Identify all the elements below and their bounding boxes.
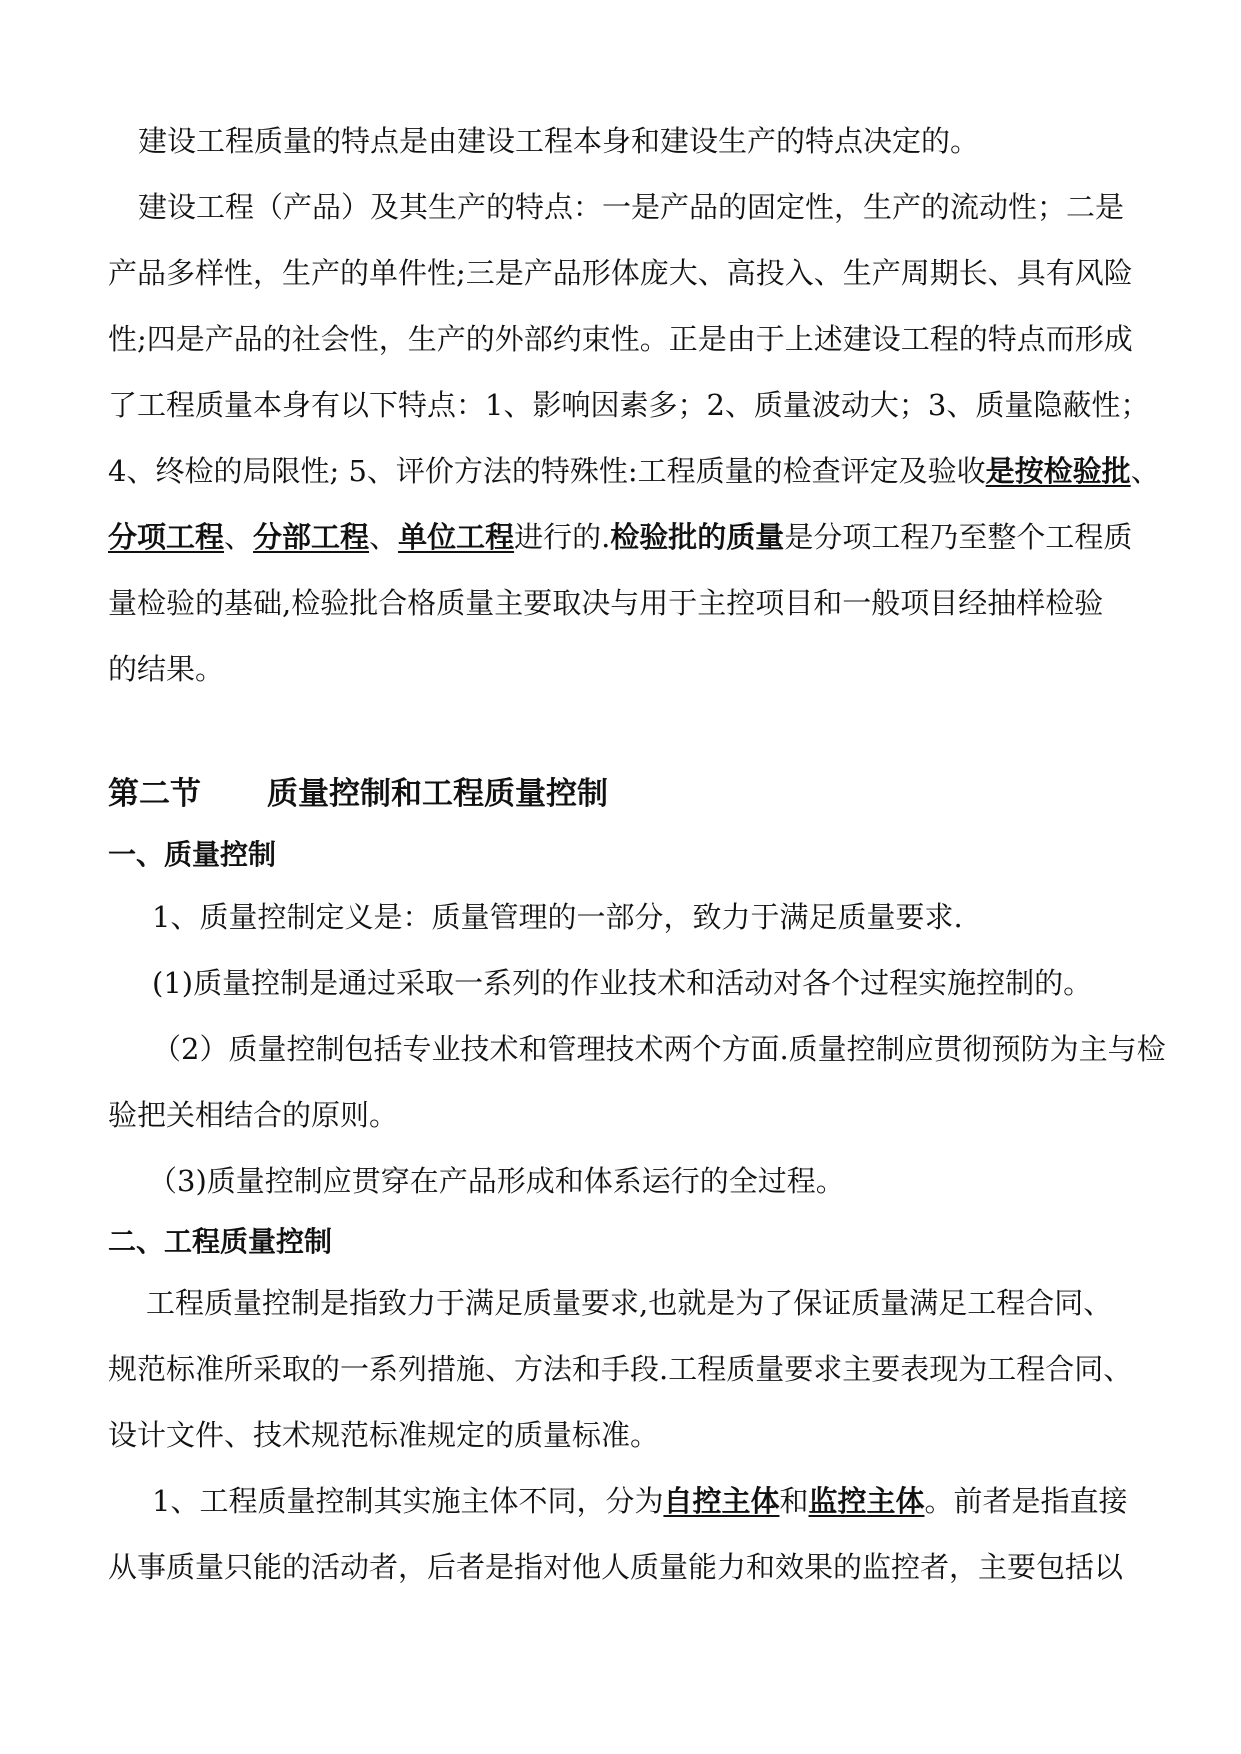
paragraph-quality-features bbox=[108, 108, 1148, 174]
text-line: 的结果。 bbox=[108, 652, 225, 686]
text-line bbox=[108, 504, 1148, 570]
text-line: 1、质量控制定义是：质量管理的一部分，致力于满足质量要求. bbox=[152, 900, 963, 934]
text-line: 验把关相结合的原则。 bbox=[108, 1098, 399, 1132]
text-span: 1、工程质量控制其实施主体不同，分为 bbox=[152, 1484, 664, 1518]
text-span: 进行的. bbox=[514, 520, 611, 554]
text-line: （3)质量控制应贯穿在产品形成和体系运行的全过程。 bbox=[148, 1164, 845, 1198]
text-line: 产品多样性，生产的单件性;三是产品形体庞大、高投入、生产周期长、具有风险 bbox=[108, 256, 1133, 290]
paragraph-construction-characteristics bbox=[108, 174, 1160, 702]
text-span: 、 bbox=[224, 520, 254, 554]
text-line: (1)质量控制是通过采取一系列的作业技术和活动对各个过程实施控制的。 bbox=[152, 966, 1093, 1000]
text-line: 规范标准所采取的一系列措施、方法和手段.工程质量要求主要表现为工程合同、 bbox=[108, 1352, 1133, 1386]
section-number: 第二节 bbox=[108, 776, 201, 812]
emphasis-term: 分项工程 bbox=[108, 520, 225, 554]
section-title: 质量控制和工程质量控制 bbox=[267, 776, 608, 812]
emphasis-term: 是按检验批 bbox=[985, 454, 1131, 488]
paragraph-quality-control-items bbox=[108, 884, 1166, 1214]
text-line: （2）质量控制包括专业技术和管理技术两个方面.质量控制应贯彻预防为主与检 bbox=[152, 1032, 1166, 1066]
section-heading bbox=[108, 768, 608, 813]
text-line: 量检验的基础,检验批合格质量主要取决与用于主控项目和一般项目经抽样检验 bbox=[108, 586, 1104, 620]
text-line bbox=[108, 1468, 1148, 1534]
text-line: 性;四是产品的社会性，生产的外部约束性。正是由于上述建设工程的特点而形成 bbox=[108, 322, 1133, 356]
text-line: 建设工程质量的特点是由建设工程本身和建设生产的特点决定的。 bbox=[138, 124, 980, 158]
text-span: 和 bbox=[779, 1484, 809, 1518]
text-line: 设计文件、技术规范标准规定的质量标准。 bbox=[108, 1418, 660, 1452]
text-span: 、 bbox=[369, 520, 399, 554]
emphasis-term: 单位工程 bbox=[398, 520, 515, 554]
text-line: 工程质量控制是指致力于满足质量要求,也就是为了保证质量满足工程合同、 bbox=[146, 1286, 1113, 1320]
emphasis-term: 分部工程 bbox=[253, 520, 370, 554]
text-line: 建设工程（产品）及其生产的特点：一是产品的固定性，生产的流动性；二是 bbox=[138, 190, 1125, 224]
emphasis-term: 检验批的质量 bbox=[610, 520, 785, 554]
text-span: 、 bbox=[1130, 454, 1160, 488]
text-span: 是分项工程乃至整个工程质 bbox=[784, 520, 1133, 554]
subheading-quality-control: 一、质量控制 bbox=[108, 838, 277, 871]
emphasis-term: 监控主体 bbox=[808, 1484, 925, 1518]
subheading-engineering-quality-control: 二、工程质量控制 bbox=[108, 1225, 333, 1258]
paragraph-engineering-quality-control bbox=[108, 1270, 1148, 1600]
text-span: 。前者是指直接 bbox=[924, 1484, 1128, 1518]
text-line: 从事质量只能的活动者，后者是指对他人质量能力和效果的监控者，主要包括以 bbox=[108, 1550, 1124, 1584]
text-line: 了工程质量本身有以下特点：1、影响因素多；2、质量波动大；3、质量隐蔽性； bbox=[108, 388, 1150, 422]
emphasis-term: 自控主体 bbox=[663, 1484, 780, 1518]
text-line bbox=[108, 438, 1160, 504]
text-span: 4、终检的局限性; 5、评价方法的特殊性:工程质量的检查评定及验收 bbox=[108, 454, 986, 488]
